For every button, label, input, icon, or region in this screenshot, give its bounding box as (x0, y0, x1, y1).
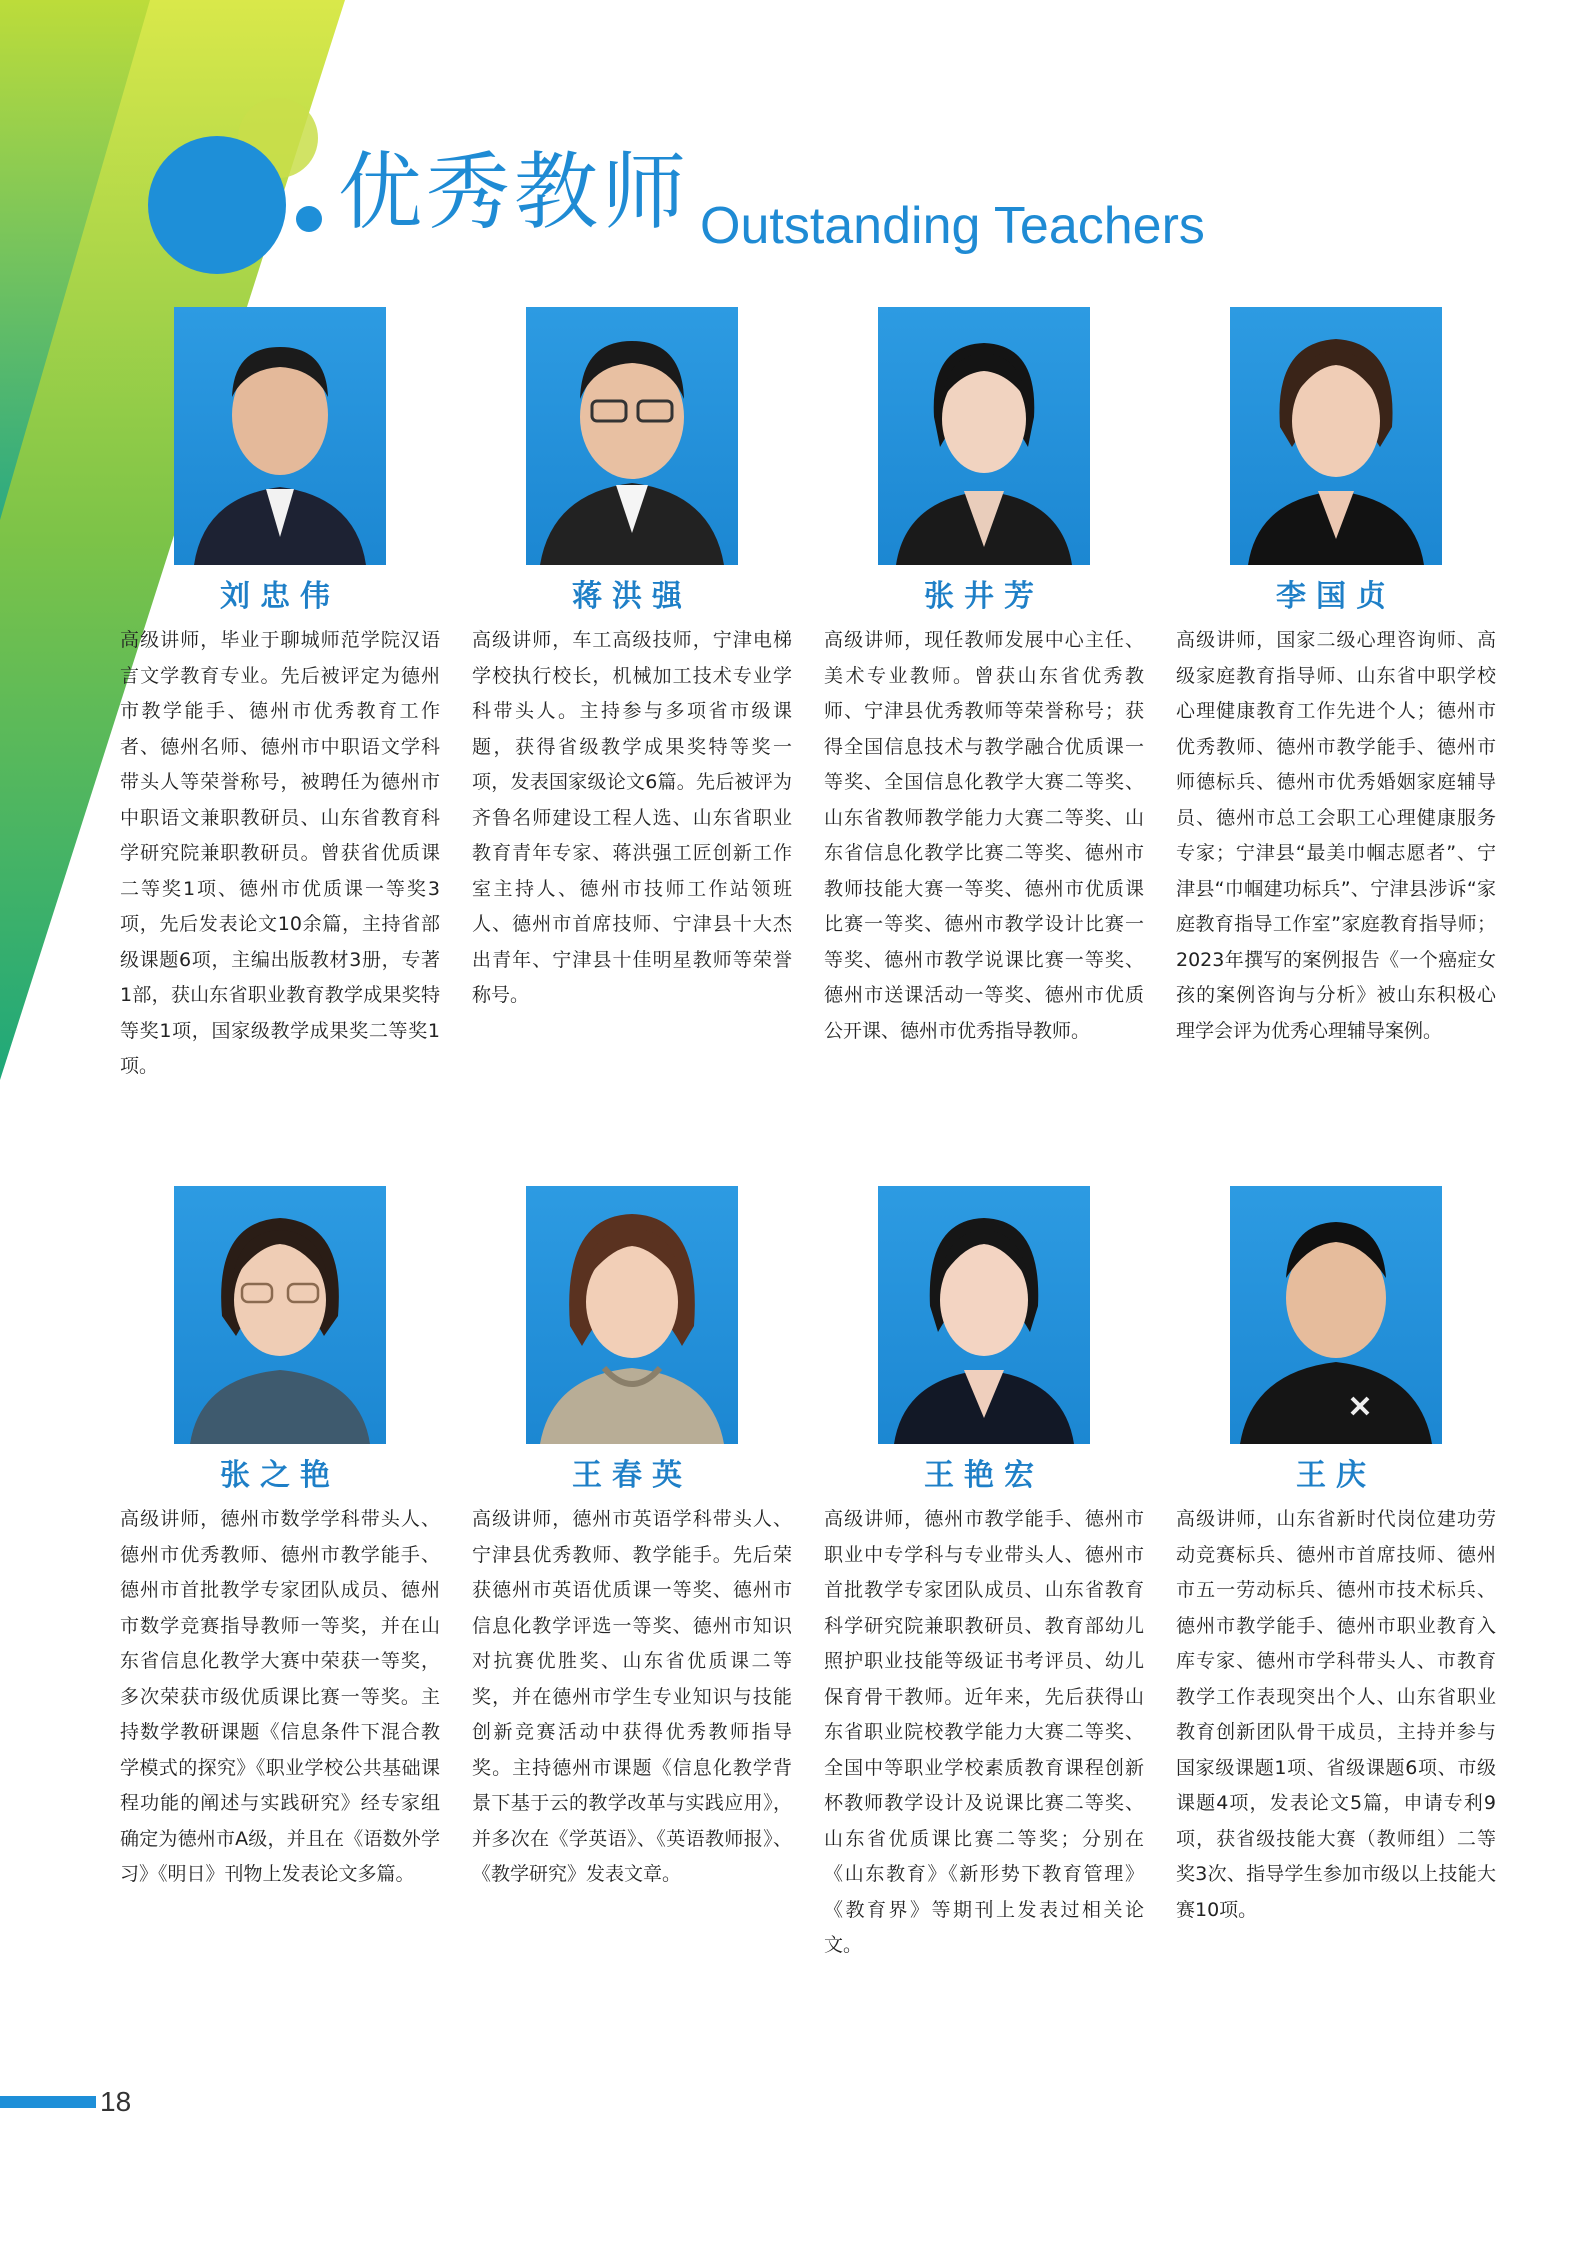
teacher-photo (1230, 307, 1442, 565)
teacher-card (824, 1186, 1144, 1964)
teacher-card (472, 307, 792, 1014)
teacher-card (120, 307, 440, 1085)
teacher-bio: 高级讲师，山东省新时代岗位建功劳动竞赛标兵、德州市首席技师、德州市五一劳动标兵、德州市技术标兵、德州市教学能手、德州市职业教育入库专家、德州市学科带头人、市教育教学工作表现突出个人、山东省职业教育创新团队骨干成员，主持并参与国家级课题1项、省级课题6项、市级课题4项，发表论文5篇，申请专利9项，获省级技能大赛（教师组）二等奖3次、指导学生参加市级以上技能大赛10项。 (1176, 1508, 1496, 1921)
teacher-bio: 高级讲师，德州市教学能手、德州市职业中专学科与专业带头人、德州市首批教学专家团队成员、山东省教育科学研究院兼职教研员、教育部幼儿照护职业技能等级证书考评员、幼儿保育骨干教师。近年来，先后获得山东省职业院校教学能力大赛二等奖、全国中等职业学校素质教育课程创新杯教师教学设计及说课比赛二等奖、山东省优质课比赛二等奖；分别在《山东教育》《新形势下教育管理》《教育界》等期刊上发表过相关论文。 (824, 1508, 1144, 1956)
teacher-bio: 高级讲师，车工高级技师，宁津电梯学校执行校长，机械加工技术专业学科带头人。主持参与多项省市级课题，获得省级教学成果奖特等奖一项，发表国家级论文6篇。先后被评为齐鲁名师建设工程人选、山东省职业教育青年专家、蒋洪强工匠创新工作室主持人、德州市技师工作站领班人、德州市首席技师、宁津县十大杰出青年、宁津县十佳明星教师等荣誉称号。 (472, 629, 792, 1006)
page-title-english: Outstanding Teachers (700, 197, 1205, 255)
teacher-card (1176, 307, 1496, 1049)
teacher-name: 张之艳 (220, 1458, 340, 1493)
teacher-bio: 高级讲师，现任教师发展中心主任、美术专业教师。曾获山东省优秀教师、宁津县优秀教师等荣誉称号；获得全国信息技术与教学融合优质课一等奖、全国信息化教学大赛二等奖、山东省教师教学能力大赛二等奖、山东省信息化教学比赛二等奖、德州市教师技能大赛一等奖、德州市优质课比赛一等奖、德州市教学设计比赛一等奖、德州市教学说课比赛一等奖、德州市送课活动一等奖、德州市优质公开课、德州市优秀指导教师。 (824, 629, 1144, 1042)
teacher-name: 刘忠伟 (220, 579, 340, 614)
teacher-card (824, 307, 1144, 1049)
page-title: 优秀教师 (338, 143, 691, 241)
teacher-bio: 高级讲师，德州市数学学科带头人、德州市优秀教师、德州市教学能手、德州市首批教学专家团队成员、德州市数学竞赛指导教师一等奖，并在山东省信息化教学大赛中荣获一等奖，多次荣获市级优质课比赛一等奖。主持数学教研课题《信息条件下混合教学模式的探究》《职业学校公共基础课程功能的阐述与实践研究》经专家组确定为德州市A级，并且在《语数外学习》《明日》刊物上发表论文多篇。 (120, 1508, 440, 1885)
header-decor-circle-blue (148, 136, 286, 274)
teacher-name: 蒋洪强 (572, 579, 692, 614)
teacher-bio: 高级讲师，德州市英语学科带头人、宁津县优秀教师、教学能手。先后荣获德州市英语优质课一等奖、德州市信息化教学评选一等奖、德州市知识对抗赛优胜奖、山东省优质课二等奖，并在德州市学生专业知识与技能创新竞赛活动中获得优秀教师指导奖。主持德州市课题《信息化教学背景下基于云的教学改革与实践应用》，并多次在《学英语》、《英语教师报》、《教学研究》发表文章。 (472, 1508, 792, 1885)
header-decor-dot (296, 206, 322, 232)
teacher-photo (1230, 1186, 1442, 1444)
teacher-card (472, 1186, 792, 1893)
teacher-bio: 高级讲师，国家二级心理咨询师、高级家庭教育指导师、山东省中职学校心理健康教育工作先进个人；德州市优秀教师、德州市教学能手、德州市师德标兵、德州市优秀婚姻家庭辅导员、德州市总工会职工心理健康服务专家；宁津县“最美巾帼志愿者”、宁津县“巾帼建功标兵”、宁津县涉诉“家庭教育指导工作室”家庭教育指导师；2023年撰写的案例报告《一个癌症女孩的案例咨询与分析》被山东积极心理学会评为优秀心理辅导案例。 (1176, 629, 1496, 1042)
teacher-photo (526, 307, 738, 565)
teacher-photo (878, 307, 1090, 565)
teacher-photo (878, 1186, 1090, 1444)
teacher-name: 王春英 (572, 1458, 692, 1493)
teacher-name: 张井芳 (924, 579, 1044, 614)
teacher-name: 李国贞 (1276, 579, 1396, 614)
page-number: 18 (100, 2086, 132, 2117)
teacher-bio: 高级讲师，毕业于聊城师范学院汉语言文学教育专业。先后被评定为德州市教学能手、德州市优秀教育工作者、德州名师、德州市中职语文学科带头人等荣誉称号，被聘任为德州市中职语文兼职教研员、山东省教育科学研究院兼职教研员。曾获省优质课二等奖1项、德州市优质课一等奖3项，先后发表论文10余篇，主持省部级课题6项，主编出版教材3册，专著1部，获山东省职业教育教学成果奖特等奖1项，国家级教学成果奖二等奖1项。 (120, 629, 440, 1077)
teacher-name: 王艳宏 (924, 1458, 1044, 1493)
teacher-card (120, 1186, 440, 1893)
teacher-photo (526, 1186, 738, 1444)
teacher-photo (174, 307, 386, 565)
teacher-name: 王庆 (1296, 1458, 1376, 1493)
footer-accent-bar (0, 2096, 96, 2108)
teacher-photo (174, 1186, 386, 1444)
teacher-card (1176, 1186, 1496, 1928)
